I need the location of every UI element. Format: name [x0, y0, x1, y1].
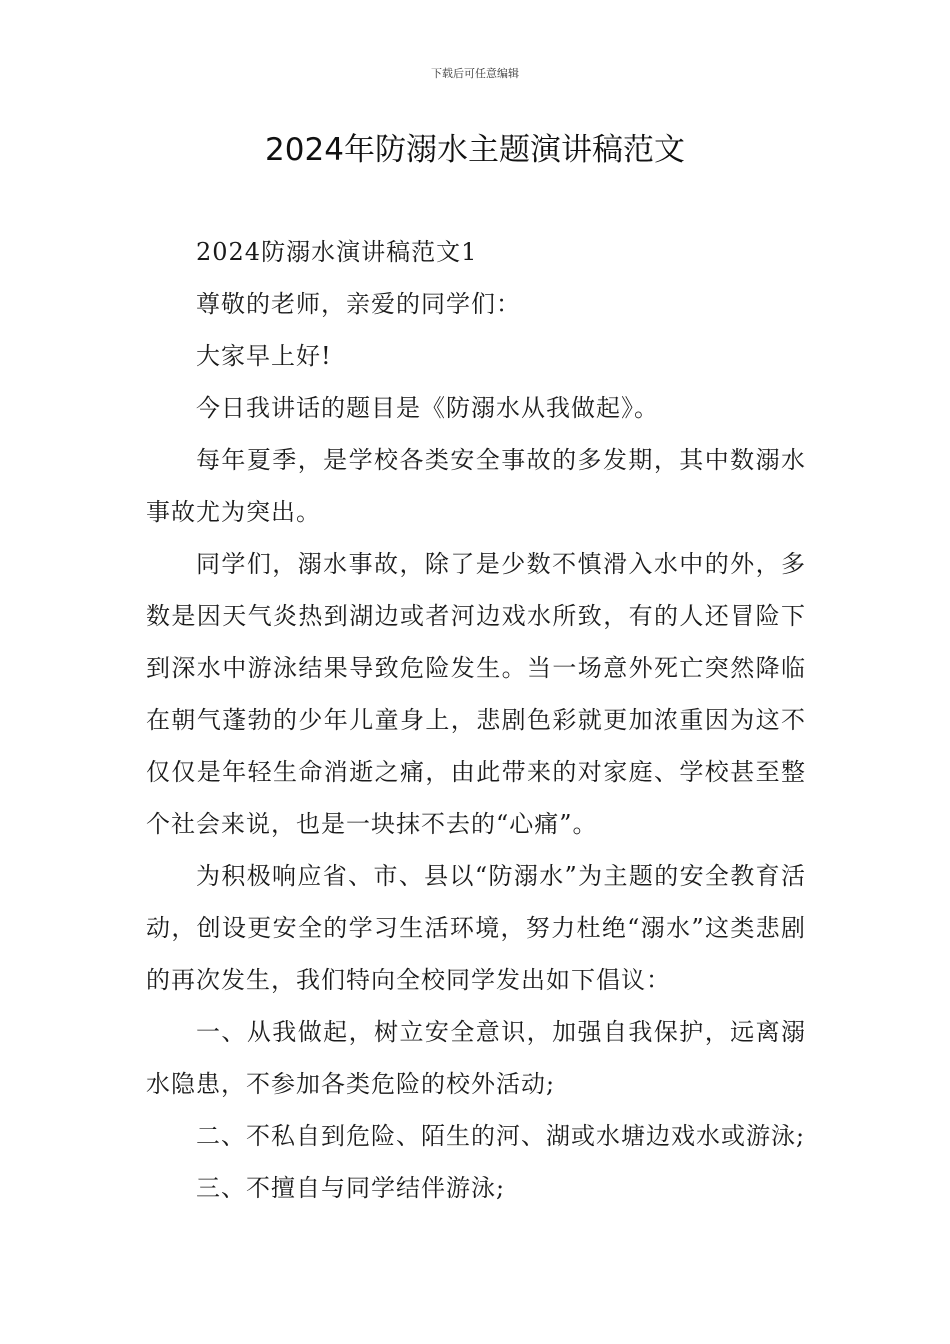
paragraph-list-item: 二、不私自到危险、陌生的河、湖或水塘边戏水或游泳; [196, 1122, 806, 1150]
header-note: 下载后可任意编辑 [431, 67, 519, 80]
paragraph-greeting: 大家早上好! [196, 342, 332, 370]
paragraph: 每年夏季，是学校各类安全事故的多发期，其中数溺水事故尤为突出。 [146, 446, 806, 526]
paragraph: 同学们，溺水事故，除了是少数不慎滑入水中的外，多数是因天气炎热到湖边或者河边戏水所致，有的人还冒险下到深水中游泳结果导致危险发生。当一场意外死亡突然降临在朝气蓬勃的少年儿童身上，悲剧色彩就更加浓重因为这不仅仅是年轻生命消逝之痛，由此带来的对家庭、学校甚至整个社会来说，也是一块抹不去的“心痛”。 [146, 550, 806, 838]
document-body [146, 226, 806, 1214]
paragraph-topic: 今日我讲话的题目是《防溺水从我做起》。 [196, 394, 659, 422]
paragraph-section-heading: 2024防溺水演讲稿范文1 [196, 238, 478, 266]
paragraph-salutation: 尊敬的老师，亲爱的同学们： [196, 290, 521, 318]
paragraph-list-item: 三、不擅自与同学结伴游泳; [196, 1174, 506, 1202]
document-title: 2024年防溺水主题演讲稿范文 [265, 132, 685, 168]
paragraph: 为积极响应省、市、县以“防溺水”为主题的安全教育活动，创设更安全的学习生活环境，努力杜绝“溺水”这类悲剧的再次发生，我们特向全校同学发出如下倡议： [146, 862, 806, 994]
paragraph-list-item: 一、从我做起，树立安全意识，加强自我保护，远离溺水隐患，不参加各类危险的校外活动; [146, 1018, 806, 1098]
